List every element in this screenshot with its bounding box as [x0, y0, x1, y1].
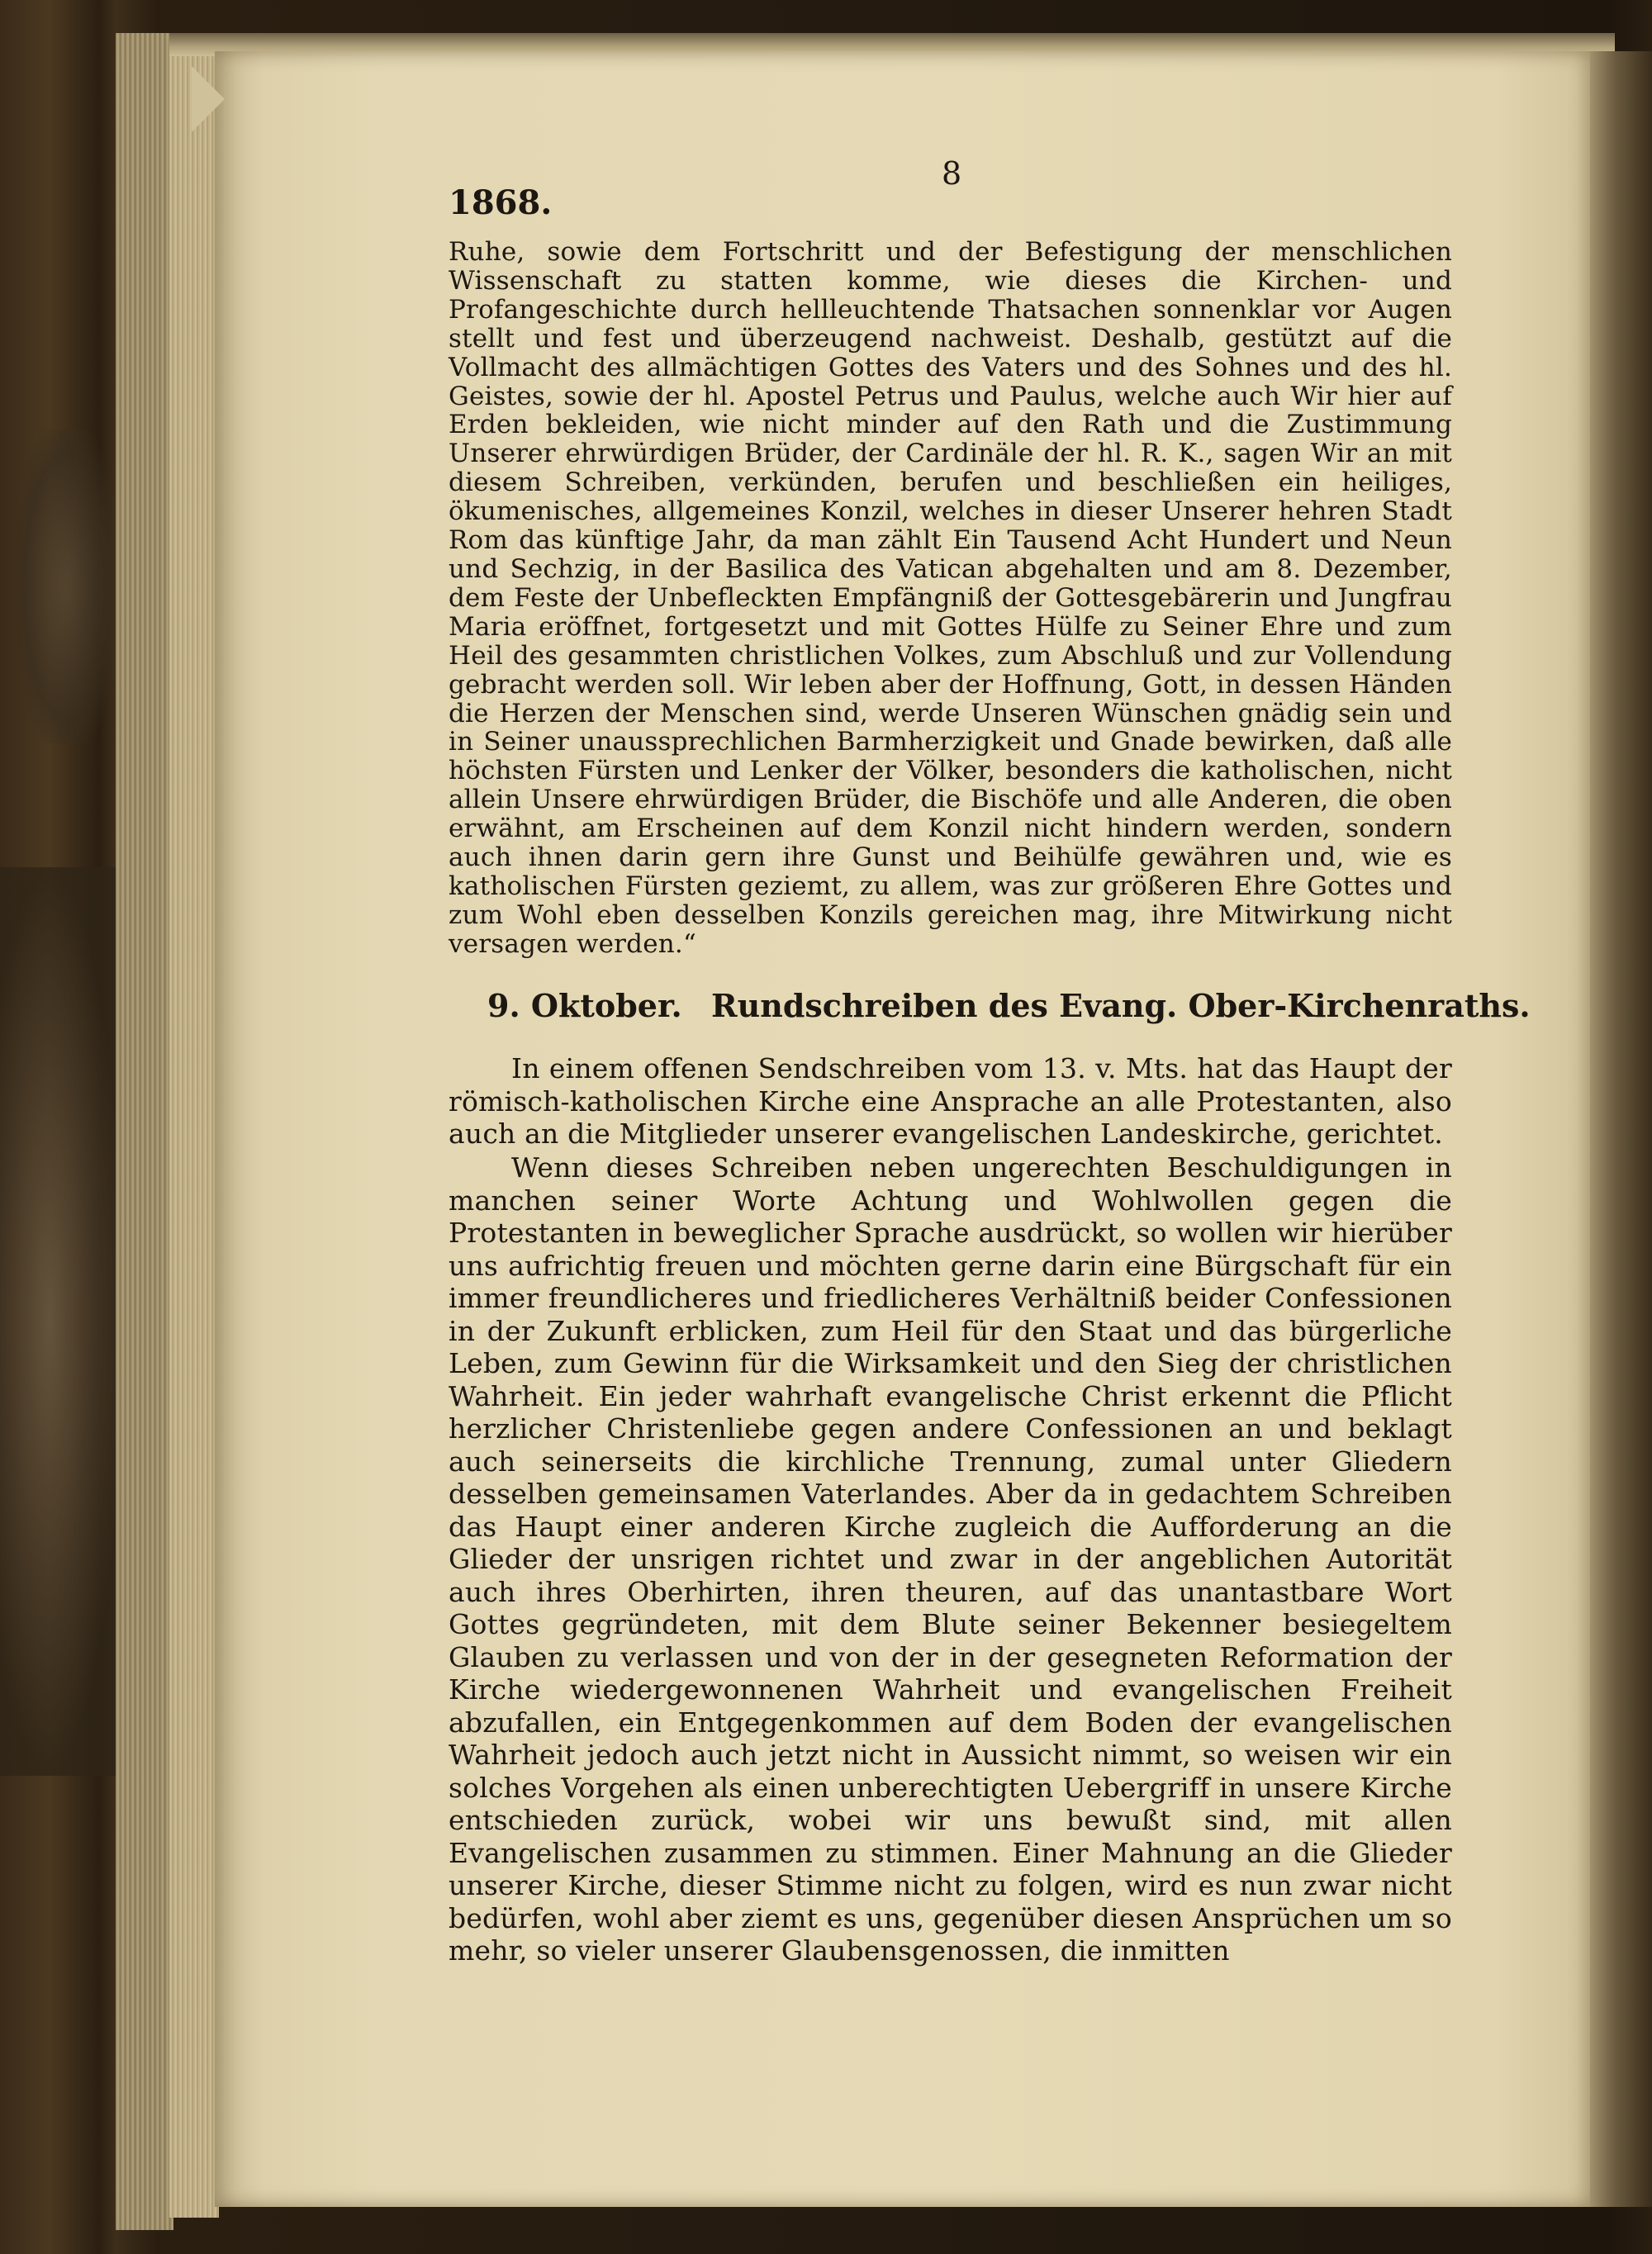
page-block-edge — [116, 33, 173, 2230]
section-heading — [487, 987, 1531, 1024]
section-date: 9. Oktober. — [487, 987, 682, 1024]
book-gutter-right — [1590, 51, 1652, 2207]
section-title: Rundschreiben des Evang. Ober-Kirchenraths. — [710, 987, 1531, 1024]
quote-paragraph: Ruhe, sowie dem Fortschritt und der Befestigung der menschlichen Wissenschaft zu statten komme, wie dieses die Kirchen- und Profangeschichte durch hellleuchtende Thatsachen sonnenklar vor Augen stellt und fest und überzeugend nachweist. Deshalb, gestützt auf die Vollmacht des allmächtigen Gottes des Vaters und des Sohnes und des hl. Geistes, sowie der hl. Apostel Petrus und Paulus, welche auch Wir hier auf Erden bekleiden, wie nicht minder auf den Rath und die Zustimmung Unserer ehrwürdigen Brüder, der Cardinäle der hl. R. K., sagen Wir an mit diesem Schreiben, verkünden, berufen und beschließen ein heiliges, ökumenisches, allgemeines Konzil, welches in dieser Unserer hehren Stadt Rom das künftige Jahr, da man zählt Ein Tausend Acht Hundert und Neun und Sechzig, in der Basilica des Vatican abgehalten und am 8. Dezember, dem Feste der Unbefleckten Empfängniß der Gottesgebärerin und Jungfrau Maria eröffnet, fortgesetzt und mit Gottes Hülfe zu Seiner Ehre und zum Heil des gesammten christlichen Volkes, zum Abschluß und zur Vollendung gebracht werden soll. Wir leben aber der Hoffnung, Gott, in dessen Händen die Herzen der Menschen sind, werde Unseren Wünschen gnädig sein und in Seiner unaussprechlichen Barmherzigkeit und Gnade bewirken, daß alle höchsten Fürsten und Lenker der Völker, besonders die katholischen, nicht allein Unsere ehrwürdigen Brüder, die Bischöfe und alle Anderen, die oben erwähnt, am Erscheinen auf dem Konzil nicht hindern werden, sondern auch ihnen darin gern ihre Gunst und Beihülfe gewähren und, wie es katholischen Fürsten geziemt, zu allem, was zur größeren Ehre Gottes und zum Wohl eben desselben Konzils gereichen mag, ihre Mitwirkung nicht versagen werden.“ — [449, 237, 1452, 959]
body-paragraph-1: In einem offenen Sendschreiben vom 13. v. Mts. hat das Haupt der römisch-katholischen Kirche eine Ansprache an alle Protestanten, also auch an die Mitglieder unserer evangelischen Landeskirche, gerichtet. — [449, 1052, 1452, 1150]
page-number: 8 — [942, 155, 962, 192]
cover-marbling-upper — [17, 429, 116, 743]
body-paragraph-2: Wenn dieses Schreiben neben ungerechten Beschuldigungen in manchen seiner Worte Achtung und Wohlwollen gegen die Protestanten in beweglicher Sprache ausdrückt, so wollen wir hierüber uns aufrichtig freuen und möchten gerne darin eine Bürgschaft für ein immer freundlicheres und friedlicheres Verhältniß beider Confessionen in der Zukunft erblicken, zum Heil für den Staat und das bürgerliche Leben, zum Gewinn für die Wirksamkeit und den Sieg der christlichen Wahrheit. Ein jeder wahrhaft evangelische Christ erkennt die Pflicht herzlicher Christenliebe gegen andere Confessionen an und beklagt auch seinerseits die kirchliche Trennung, zumal unter Gliedern desselben gemeinsamen Vaterlandes. Aber da in gedachtem Schreiben das Haupt einer anderen Kirche zugleich die Aufforderung an die Glieder der unsrigen richtet und zwar in der angeblichen Autorität auch ihres Oberhirten, ihren theuren, auf das unantastbare Wort Gottes gegründeten, mit dem Blute seiner Bekenner besiegeltem Glauben zu verlassen und von der in der gesegneten Reformation der Kirche wiedergewonnenen Wahrheit und evangelischen Freiheit abzufallen, ein Entgegenkommen auf dem Boden der evangelischen Wahrheit jedoch auch jetzt nicht in Aussicht nimmt, so weisen wir ein solches Vorgehen als einen unberechtigten Uebergriff in unsere Kirche entschieden zurück, wobei wir uns bewußt sind, mit allen Evangelischen zusammen zu stimmen. Einer Mahnung an die Glieder unserer Kirche, dieser Stimme nicht zu folgen, wird es nun zwar nicht bedürfen, wohl aber ziemt es uns, gegenüber diesen Ansprüchen um so mehr, so vieler unserer Glaubensgenossen, die inmitten — [449, 1151, 1452, 1967]
cover-marbling — [0, 867, 124, 1776]
page-stack — [169, 45, 219, 2218]
running-head-year: 1868. — [449, 183, 553, 222]
dog-ear-fold — [192, 66, 225, 132]
